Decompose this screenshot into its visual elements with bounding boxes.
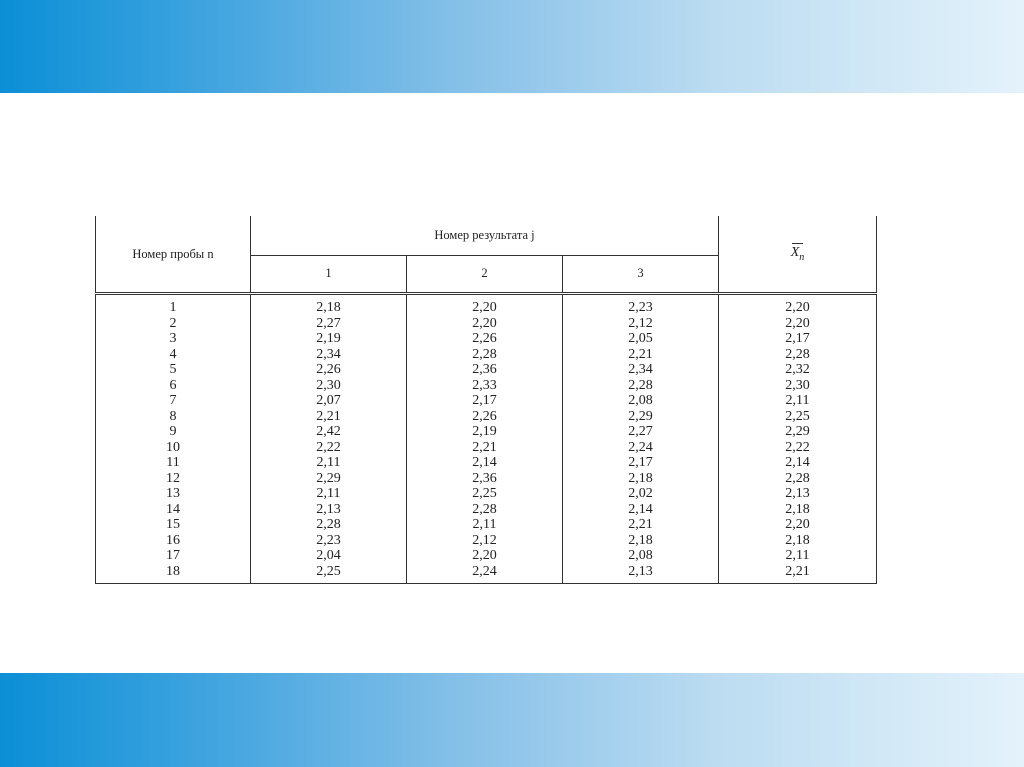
result-3-cell: 2,21 xyxy=(563,347,719,363)
result-2-cell: 2,21 xyxy=(407,440,563,456)
result-2-cell: 2,20 xyxy=(407,316,563,332)
mean-cell: 2,25 xyxy=(719,409,877,425)
results-table xyxy=(95,216,877,584)
mean-cell: 2,28 xyxy=(719,347,877,363)
result-3-cell: 2,27 xyxy=(563,424,719,440)
result-3-cell: 2,34 xyxy=(563,362,719,378)
result-number-header-label: Номер результата j xyxy=(434,227,535,242)
table-row xyxy=(96,362,877,378)
table-row xyxy=(96,548,877,564)
table-row xyxy=(96,471,877,487)
result-3-cell: 2,28 xyxy=(563,378,719,394)
result-3-cell: 2,23 xyxy=(563,294,719,316)
top-decorative-band xyxy=(0,0,1024,93)
mean-symbol-subscript: n xyxy=(799,251,805,263)
result-3-cell: 2,24 xyxy=(563,440,719,456)
mean-cell: 2,20 xyxy=(719,517,877,533)
table-row xyxy=(96,378,877,394)
result-1-cell: 2,13 xyxy=(251,502,407,518)
sample-number-cell: 7 xyxy=(96,393,251,409)
mean-cell: 2,21 xyxy=(719,564,877,584)
table-row xyxy=(96,502,877,518)
sample-number-cell: 1 xyxy=(96,294,251,316)
table-row xyxy=(96,409,877,425)
result-3-cell: 2,29 xyxy=(563,409,719,425)
sample-number-header xyxy=(96,216,251,294)
mean-cell: 2,20 xyxy=(719,316,877,332)
sample-number-cell: 4 xyxy=(96,347,251,363)
result-1-cell: 2,28 xyxy=(251,517,407,533)
sample-number-cell: 16 xyxy=(96,533,251,549)
result-3-cell: 2,05 xyxy=(563,331,719,347)
result-2-cell: 2,12 xyxy=(407,533,563,549)
result-1-cell: 2,19 xyxy=(251,331,407,347)
mean-cell: 2,11 xyxy=(719,393,877,409)
result-2-cell: 2,25 xyxy=(407,486,563,502)
table-row xyxy=(96,440,877,456)
mean-header xyxy=(719,216,877,294)
result-3-cell: 2,18 xyxy=(563,471,719,487)
table-row xyxy=(96,331,877,347)
sample-number-cell: 6 xyxy=(96,378,251,394)
result-2-cell: 2,26 xyxy=(407,409,563,425)
sample-number-cell: 17 xyxy=(96,548,251,564)
mean-cell: 2,22 xyxy=(719,440,877,456)
result-1-cell: 2,34 xyxy=(251,347,407,363)
table-row xyxy=(96,517,877,533)
table-body xyxy=(96,294,877,584)
sample-number-header-label: Номер пробы n xyxy=(132,246,214,261)
sample-number-cell: 3 xyxy=(96,331,251,347)
result-1-cell: 2,30 xyxy=(251,378,407,394)
sample-number-cell: 13 xyxy=(96,486,251,502)
table-row xyxy=(96,486,877,502)
result-number-header xyxy=(251,216,719,255)
sample-number-cell: 10 xyxy=(96,440,251,456)
mean-cell: 2,17 xyxy=(719,331,877,347)
bottom-decorative-band xyxy=(0,673,1024,767)
mean-cell: 2,11 xyxy=(719,548,877,564)
result-col-2-header: 2 xyxy=(407,255,563,294)
sample-number-cell: 12 xyxy=(96,471,251,487)
result-1-cell: 2,11 xyxy=(251,455,407,471)
result-1-cell: 2,11 xyxy=(251,486,407,502)
result-2-cell: 2,14 xyxy=(407,455,563,471)
result-2-cell: 2,17 xyxy=(407,393,563,409)
table-row xyxy=(96,564,877,584)
result-3-cell: 2,21 xyxy=(563,517,719,533)
result-2-cell: 2,24 xyxy=(407,564,563,584)
result-1-cell: 2,27 xyxy=(251,316,407,332)
result-3-cell: 2,17 xyxy=(563,455,719,471)
table-row xyxy=(96,347,877,363)
mean-cell: 2,13 xyxy=(719,486,877,502)
table-row xyxy=(96,393,877,409)
mean-cell: 2,28 xyxy=(719,471,877,487)
result-2-cell: 2,20 xyxy=(407,294,563,316)
result-1-cell: 2,18 xyxy=(251,294,407,316)
sample-number-cell: 15 xyxy=(96,517,251,533)
mean-symbol xyxy=(791,245,805,263)
result-3-cell: 2,12 xyxy=(563,316,719,332)
result-3-cell: 2,13 xyxy=(563,564,719,584)
mean-cell: 2,29 xyxy=(719,424,877,440)
result-1-cell: 2,07 xyxy=(251,393,407,409)
mean-cell: 2,18 xyxy=(719,533,877,549)
result-2-cell: 2,19 xyxy=(407,424,563,440)
sample-number-cell: 5 xyxy=(96,362,251,378)
result-1-cell: 2,21 xyxy=(251,409,407,425)
result-2-cell: 2,26 xyxy=(407,331,563,347)
result-3-cell: 2,14 xyxy=(563,502,719,518)
result-2-cell: 2,36 xyxy=(407,362,563,378)
result-1-cell: 2,26 xyxy=(251,362,407,378)
sample-number-cell: 18 xyxy=(96,564,251,584)
result-1-cell: 2,25 xyxy=(251,564,407,584)
mean-cell: 2,20 xyxy=(719,294,877,316)
result-1-cell: 2,04 xyxy=(251,548,407,564)
mean-cell: 2,30 xyxy=(719,378,877,394)
sample-number-cell: 8 xyxy=(96,409,251,425)
sample-number-cell: 14 xyxy=(96,502,251,518)
result-2-cell: 2,11 xyxy=(407,517,563,533)
table-row xyxy=(96,424,877,440)
mean-symbol-letter: X xyxy=(790,245,800,261)
table-row xyxy=(96,294,877,316)
table-row xyxy=(96,316,877,332)
result-2-cell: 2,36 xyxy=(407,471,563,487)
result-2-cell: 2,33 xyxy=(407,378,563,394)
result-2-cell: 2,28 xyxy=(407,347,563,363)
sample-number-cell: 11 xyxy=(96,455,251,471)
table-row xyxy=(96,455,877,471)
result-1-cell: 2,29 xyxy=(251,471,407,487)
result-col-1-header: 1 xyxy=(251,255,407,294)
result-col-3-header: 3 xyxy=(563,255,719,294)
result-1-cell: 2,23 xyxy=(251,533,407,549)
result-3-cell: 2,02 xyxy=(563,486,719,502)
result-1-cell: 2,22 xyxy=(251,440,407,456)
result-3-cell: 2,18 xyxy=(563,533,719,549)
sample-number-cell: 2 xyxy=(96,316,251,332)
result-3-cell: 2,08 xyxy=(563,548,719,564)
mean-cell: 2,14 xyxy=(719,455,877,471)
result-3-cell: 2,08 xyxy=(563,393,719,409)
sample-number-cell: 9 xyxy=(96,424,251,440)
result-1-cell: 2,42 xyxy=(251,424,407,440)
result-2-cell: 2,20 xyxy=(407,548,563,564)
result-2-cell: 2,28 xyxy=(407,502,563,518)
table-row xyxy=(96,533,877,549)
mean-cell: 2,32 xyxy=(719,362,877,378)
mean-cell: 2,18 xyxy=(719,502,877,518)
